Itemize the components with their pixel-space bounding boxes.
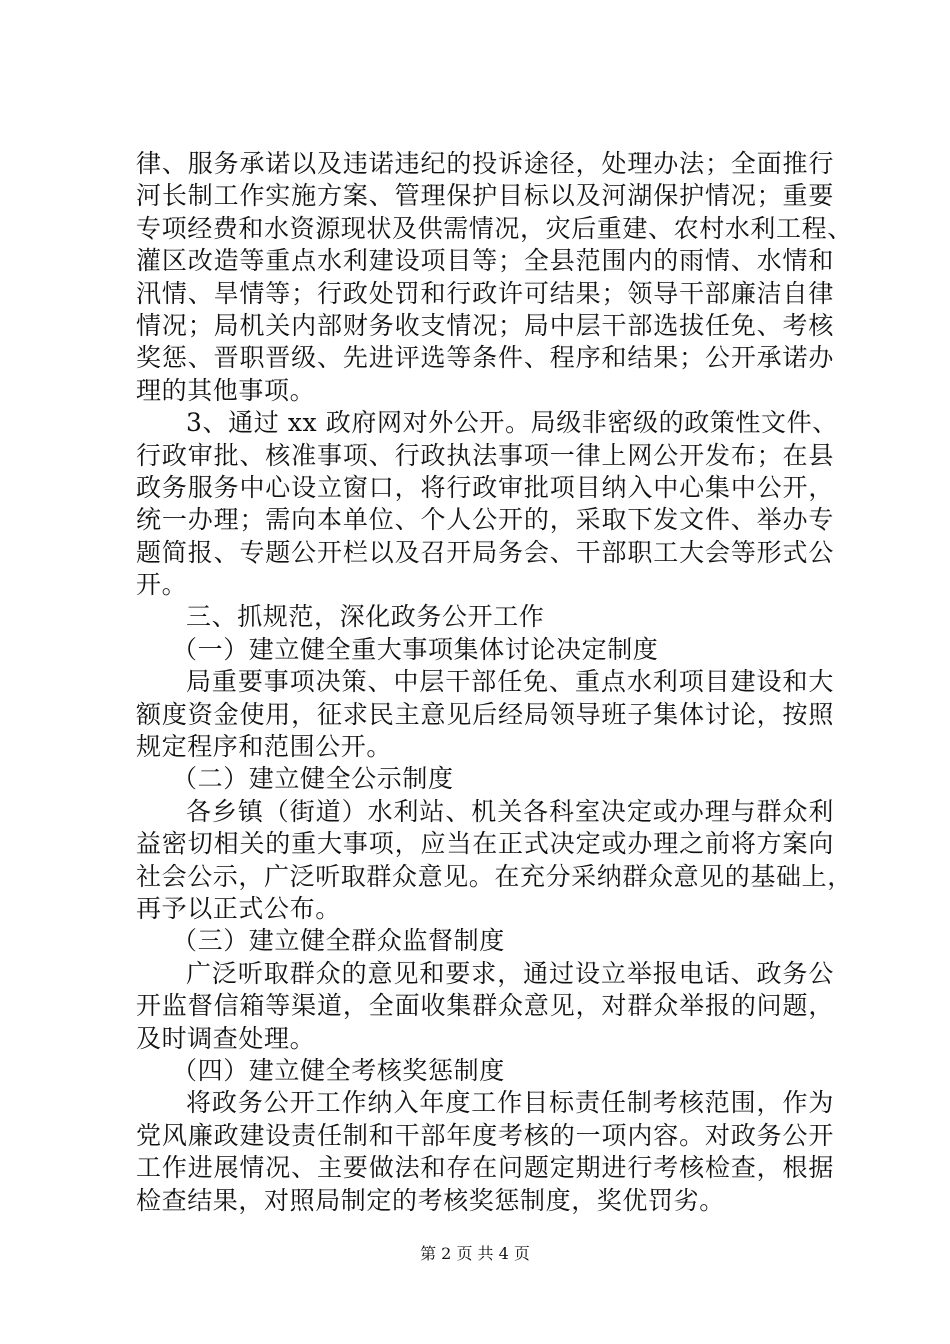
body-line: 情况；局机关内部财务收支情况；局中层干部选拔任免、考核 [136, 310, 834, 340]
body-line: 各乡镇（街道）水利站、机关各科室决定或办理与群众利 [186, 796, 834, 826]
body-line: 工作进展情况、主要做法和存在问题定期进行考核检查，根据 [136, 1153, 834, 1183]
body-line: 局重要事项决策、中层干部任免、重点水利项目建设和大 [186, 667, 834, 697]
body-line: 再予以正式公布。 [136, 893, 341, 923]
body-line: 行政审批、核准事项、行政执法事项一律上网公开发布；在县 [136, 440, 834, 470]
body-line: 社会公示，广泛听取群众意见。在充分采纳群众意见的基础上， [136, 861, 853, 891]
body-line: 律、服务承诺以及违诺违纪的投诉途径，处理办法；全面推行 [136, 149, 834, 178]
body-line: 灌区改造等重点水利建设项目等；全县范围内的雨情、水情和 [136, 246, 834, 276]
body-line: 将政务公开工作纳入年度工作目标责任制考核范围，作为 [186, 1088, 834, 1118]
body-line: 额度资金使用，征求民主意见后经局领导班子集体讨论，按照 [136, 699, 834, 729]
body-line: 河长制工作实施方案、管理保护目标以及河湖保护情况；重要 [136, 181, 834, 211]
body-line: 奖惩、晋职晋级、先进评选等条件、程序和结果；公开承诺办 [136, 343, 834, 373]
subsection-heading: （四）建立健全考核奖惩制度 [172, 1055, 505, 1085]
body-line: 专项经费和水资源现状及供需情况，灾后重建、农村水利工程、 [136, 213, 853, 243]
body-line: 规定程序和范围公开。 [136, 732, 393, 762]
section-heading: 三、抓规范，深化政务公开工作 [186, 602, 545, 632]
subsection-heading: （三）建立健全群众监督制度 [172, 926, 505, 956]
body-line: 统一办理；需向本单位、个人公开的，采取下发文件、举办专 [136, 505, 834, 535]
subsection-heading: （二）建立健全公示制度 [172, 764, 454, 794]
subsection-heading: （一）建立健全重大事项集体讨论决定制度 [172, 634, 659, 664]
body-line: 及时调查处理。 [136, 1023, 316, 1053]
body-line: 开监督信箱等渠道，全面收集群众意见，对群众举报的问题， [136, 991, 834, 1021]
body-line: 检查结果，对照局制定的考核奖惩制度，奖优罚劣。 [136, 1185, 725, 1215]
body-line: 益密切相关的重大事项，应当在正式决定或办理之前将方案向 [136, 829, 834, 859]
page-number: 第 2 页 共 4 页 [420, 1244, 530, 1263]
body-line: 政务服务中心设立窗口，将行政审批项目纳入中心集中公开， [136, 472, 834, 502]
body-line: 党风廉政建设责任制和干部年度考核的一项内容。对政务公开 [136, 1120, 834, 1150]
body-line: 广泛听取群众的意见和要求，通过设立举报电话、政务公 [186, 958, 834, 988]
body-line: 3、通过 xx 政府网对外公开。局级非密级的政策性文件、 [186, 408, 838, 438]
body-line: 题简报、专题公开栏以及召开局务会、干部职工大会等形式公 [136, 537, 834, 567]
body-line: 汛情、旱情等；行政处罚和行政许可结果；领导干部廉洁自律 [136, 278, 834, 308]
body-line: 理的其他事项。 [136, 375, 316, 405]
body-line: 开。 [136, 570, 188, 600]
document-body [136, 148, 853, 1217]
